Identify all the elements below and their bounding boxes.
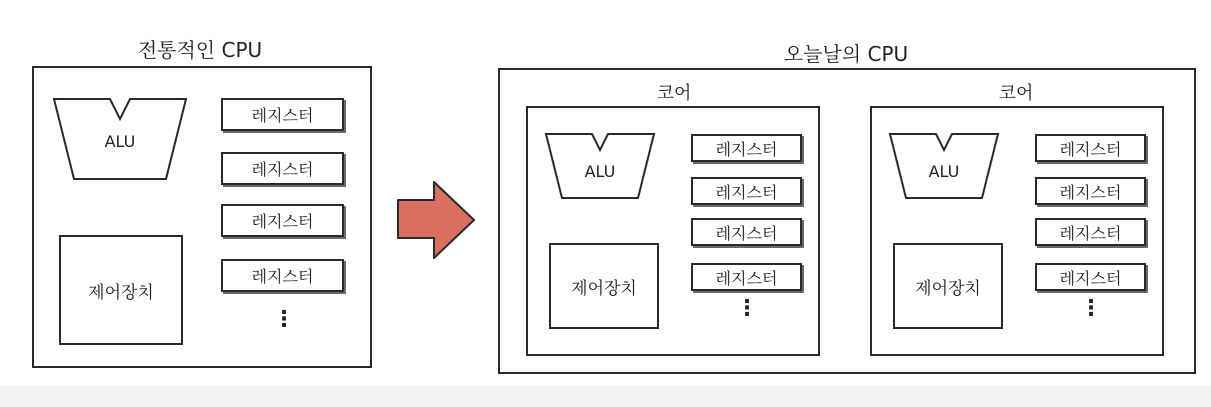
more-registers-ellipsis: ⋮ bbox=[736, 296, 758, 321]
alu-label: ALU bbox=[104, 132, 136, 151]
register: 레지스터 bbox=[691, 263, 802, 291]
core-box bbox=[870, 106, 1164, 356]
register: 레지스터 bbox=[1035, 263, 1146, 291]
traditional-cpu-box bbox=[32, 66, 372, 368]
more-registers-ellipsis: ⋮ bbox=[273, 307, 295, 332]
modern-cpu-box bbox=[498, 68, 1196, 374]
control-unit: 제어장치 bbox=[893, 243, 1003, 329]
core-label: 코어 bbox=[656, 83, 692, 104]
register: 레지스터 bbox=[1035, 218, 1146, 246]
register: 레지스터 bbox=[1035, 177, 1146, 205]
alu-label: ALU bbox=[584, 162, 616, 181]
register: 레지스터 bbox=[1035, 134, 1146, 162]
core-label: 코어 bbox=[998, 83, 1034, 104]
register: 레지스터 bbox=[221, 98, 344, 131]
modern-cpu-title: 오늘날의 CPU bbox=[783, 42, 909, 66]
traditional-cpu-title: 전통적인 CPU bbox=[137, 38, 263, 62]
control-unit: 제어장치 bbox=[59, 235, 183, 345]
register: 레지스터 bbox=[691, 134, 802, 162]
register: 레지스터 bbox=[221, 152, 344, 185]
register: 레지스터 bbox=[691, 177, 802, 205]
right-arrow-icon bbox=[396, 180, 478, 260]
core-box bbox=[526, 106, 820, 356]
register: 레지스터 bbox=[221, 259, 344, 292]
bottom-shade bbox=[0, 386, 1211, 407]
register: 레지스터 bbox=[691, 218, 802, 246]
alu-label: ALU bbox=[928, 162, 960, 181]
register: 레지스터 bbox=[221, 204, 344, 237]
more-registers-ellipsis: ⋮ bbox=[1080, 296, 1102, 321]
control-unit: 제어장치 bbox=[549, 243, 659, 329]
